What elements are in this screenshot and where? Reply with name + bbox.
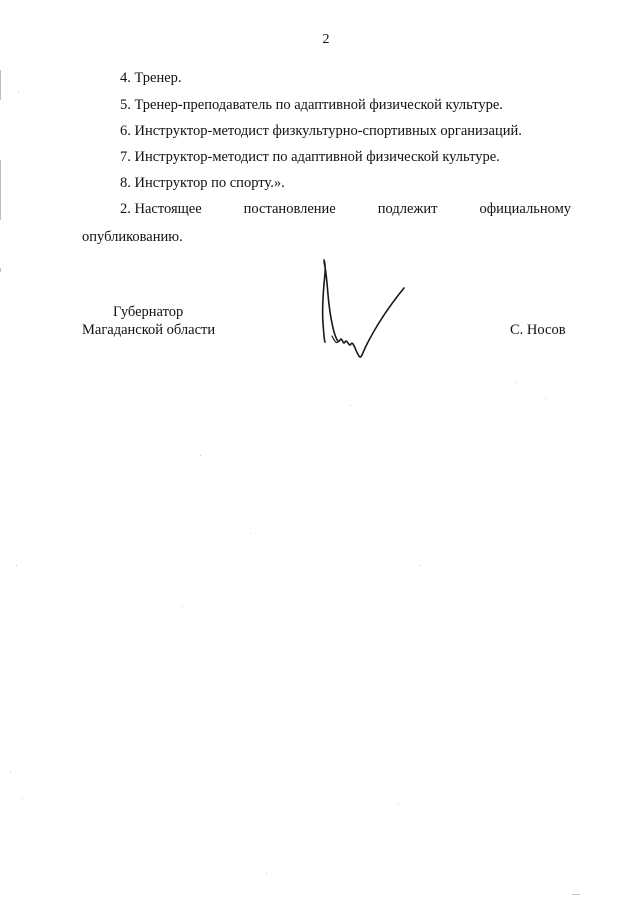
handwritten-signature xyxy=(312,252,412,362)
scan-artifact xyxy=(515,382,516,383)
signer-title-line-2: Магаданской области xyxy=(82,322,216,338)
scan-artifact xyxy=(182,606,183,607)
list-item-8: 8. Инструктор по спорту.». xyxy=(120,175,285,191)
scan-artifact xyxy=(18,92,19,93)
signer-name: С. Носов xyxy=(510,322,566,338)
scan-artifact xyxy=(545,398,546,399)
list-item-4: 4. Тренер. xyxy=(120,70,182,86)
scan-artifact xyxy=(398,804,399,805)
scan-artifact xyxy=(0,160,1,220)
clause-2-word: подлежит xyxy=(377,201,438,217)
list-item-7: 7. Инструктор-методист по адаптивной физической культуре. xyxy=(120,149,500,165)
scan-artifact xyxy=(200,455,201,456)
page-number: 2 xyxy=(322,32,330,47)
clause-2-word: официальному xyxy=(479,201,571,217)
scan-artifact xyxy=(10,772,11,773)
scan-artifact xyxy=(572,894,580,895)
scan-artifact xyxy=(420,565,421,566)
clause-2-continuation: опубликованию. xyxy=(82,229,183,245)
signer-title-line-1: Губернатор xyxy=(113,304,184,320)
scan-artifact xyxy=(350,405,351,406)
scan-artifact xyxy=(0,70,1,100)
scan-artifact xyxy=(0,268,1,272)
clause-2-word: 2. Настоящее xyxy=(120,201,202,217)
scan-artifact xyxy=(16,565,17,566)
list-item-5: 5. Тренер-преподаватель по адаптивной физической культуре. xyxy=(120,97,503,113)
scan-artifact xyxy=(22,798,23,799)
scan-artifact xyxy=(250,533,251,534)
list-item-6: 6. Инструктор-методист физкультурно-спортивных организаций. xyxy=(120,123,522,139)
clause-2-word: постановление xyxy=(243,201,336,217)
clause-2-first-line xyxy=(120,201,571,218)
scan-artifact xyxy=(266,873,267,874)
